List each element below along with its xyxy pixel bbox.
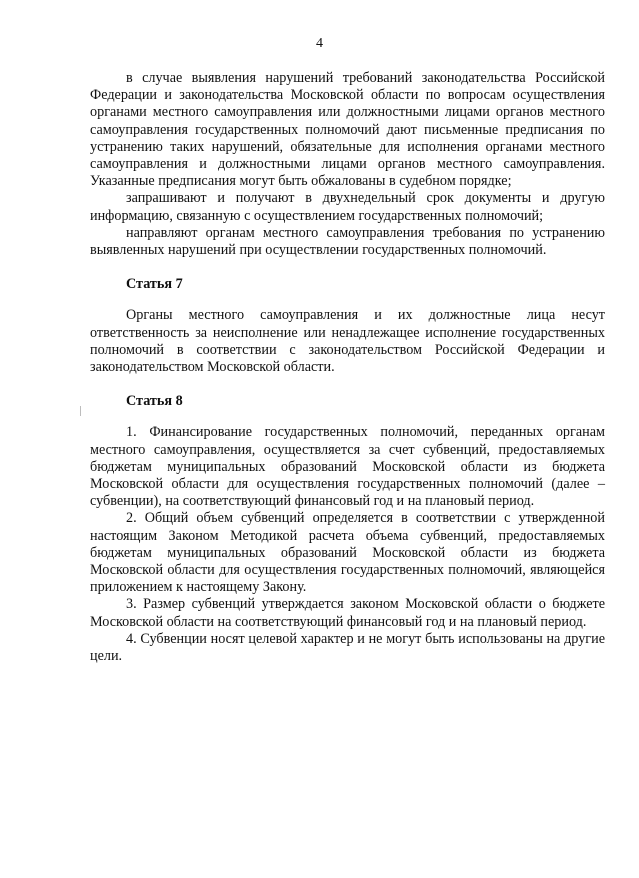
article-7-heading: Статья 7 [126,276,183,293]
article-8-item-4: 4. Субвенции носят целевой характер и не могут быть использованы на другие цели. [90,630,605,665]
paragraph-send-requirements: направляют органам местного самоуправления требования по устранению выявленных нарушений при осуществлении государственных полномочий. [90,224,605,259]
scan-margin-mark [80,406,81,416]
article-8-item-2: 2. Общий объем субвенций определяется в соответствии с утвержденной настоящим Законом Методикой расчета объема субвенций, предоставляемых бюджетам муниципальных образований Московской области из бюджета Московской области для осуществления государственных полномочий, являющейся приложением к настоящему Закону. [90,510,605,596]
document-body [90,70,605,665]
page-number: 4 [316,36,323,51]
article-7-text: Органы местного самоуправления и их должностные лица несут ответственность за неисполнение или ненадлежащее исполнение государственных полномочий в соответствии с законодательством Российской Федерации и законодательством Московской области. [90,307,605,376]
paragraph-violations-orders: в случае выявления нарушений требований законодательства Российской Федерации и законодательства Московской области по вопросам осуществления органами местного самоуправления или должностными лицами органов местного самоуправления государственных полномочий дают письменные предписания по устранению таких нарушений, обязательные для исполнения органами местного самоуправления и должностными лицами органов местного самоуправления. Указанные предписания могут быть обжалованы в судебном порядке; [90,70,605,190]
article-8-heading: Статья 8 [126,393,183,410]
article-8-item-3: 3. Размер субвенций утверждается законом Московской области о бюджете Московской области на соответствующий финансовый год и на плановый период. [90,596,605,630]
article-8-item-1: 1. Финансирование государственных полномочий, переданных органам местного самоуправления, осуществляется за счет субвенций, предоставляемых бюджетам муниципальных образований Московской области из бюджета Московской области для осуществления государственных полномочий (далее – субвенции), на соответствующий финансовый год и на плановый период. [90,424,605,510]
paragraph-request-documents: запрашивают и получают в двухнедельный срок документы и другую информацию, связанную с осуществлением государственных полномочий; [90,190,605,224]
